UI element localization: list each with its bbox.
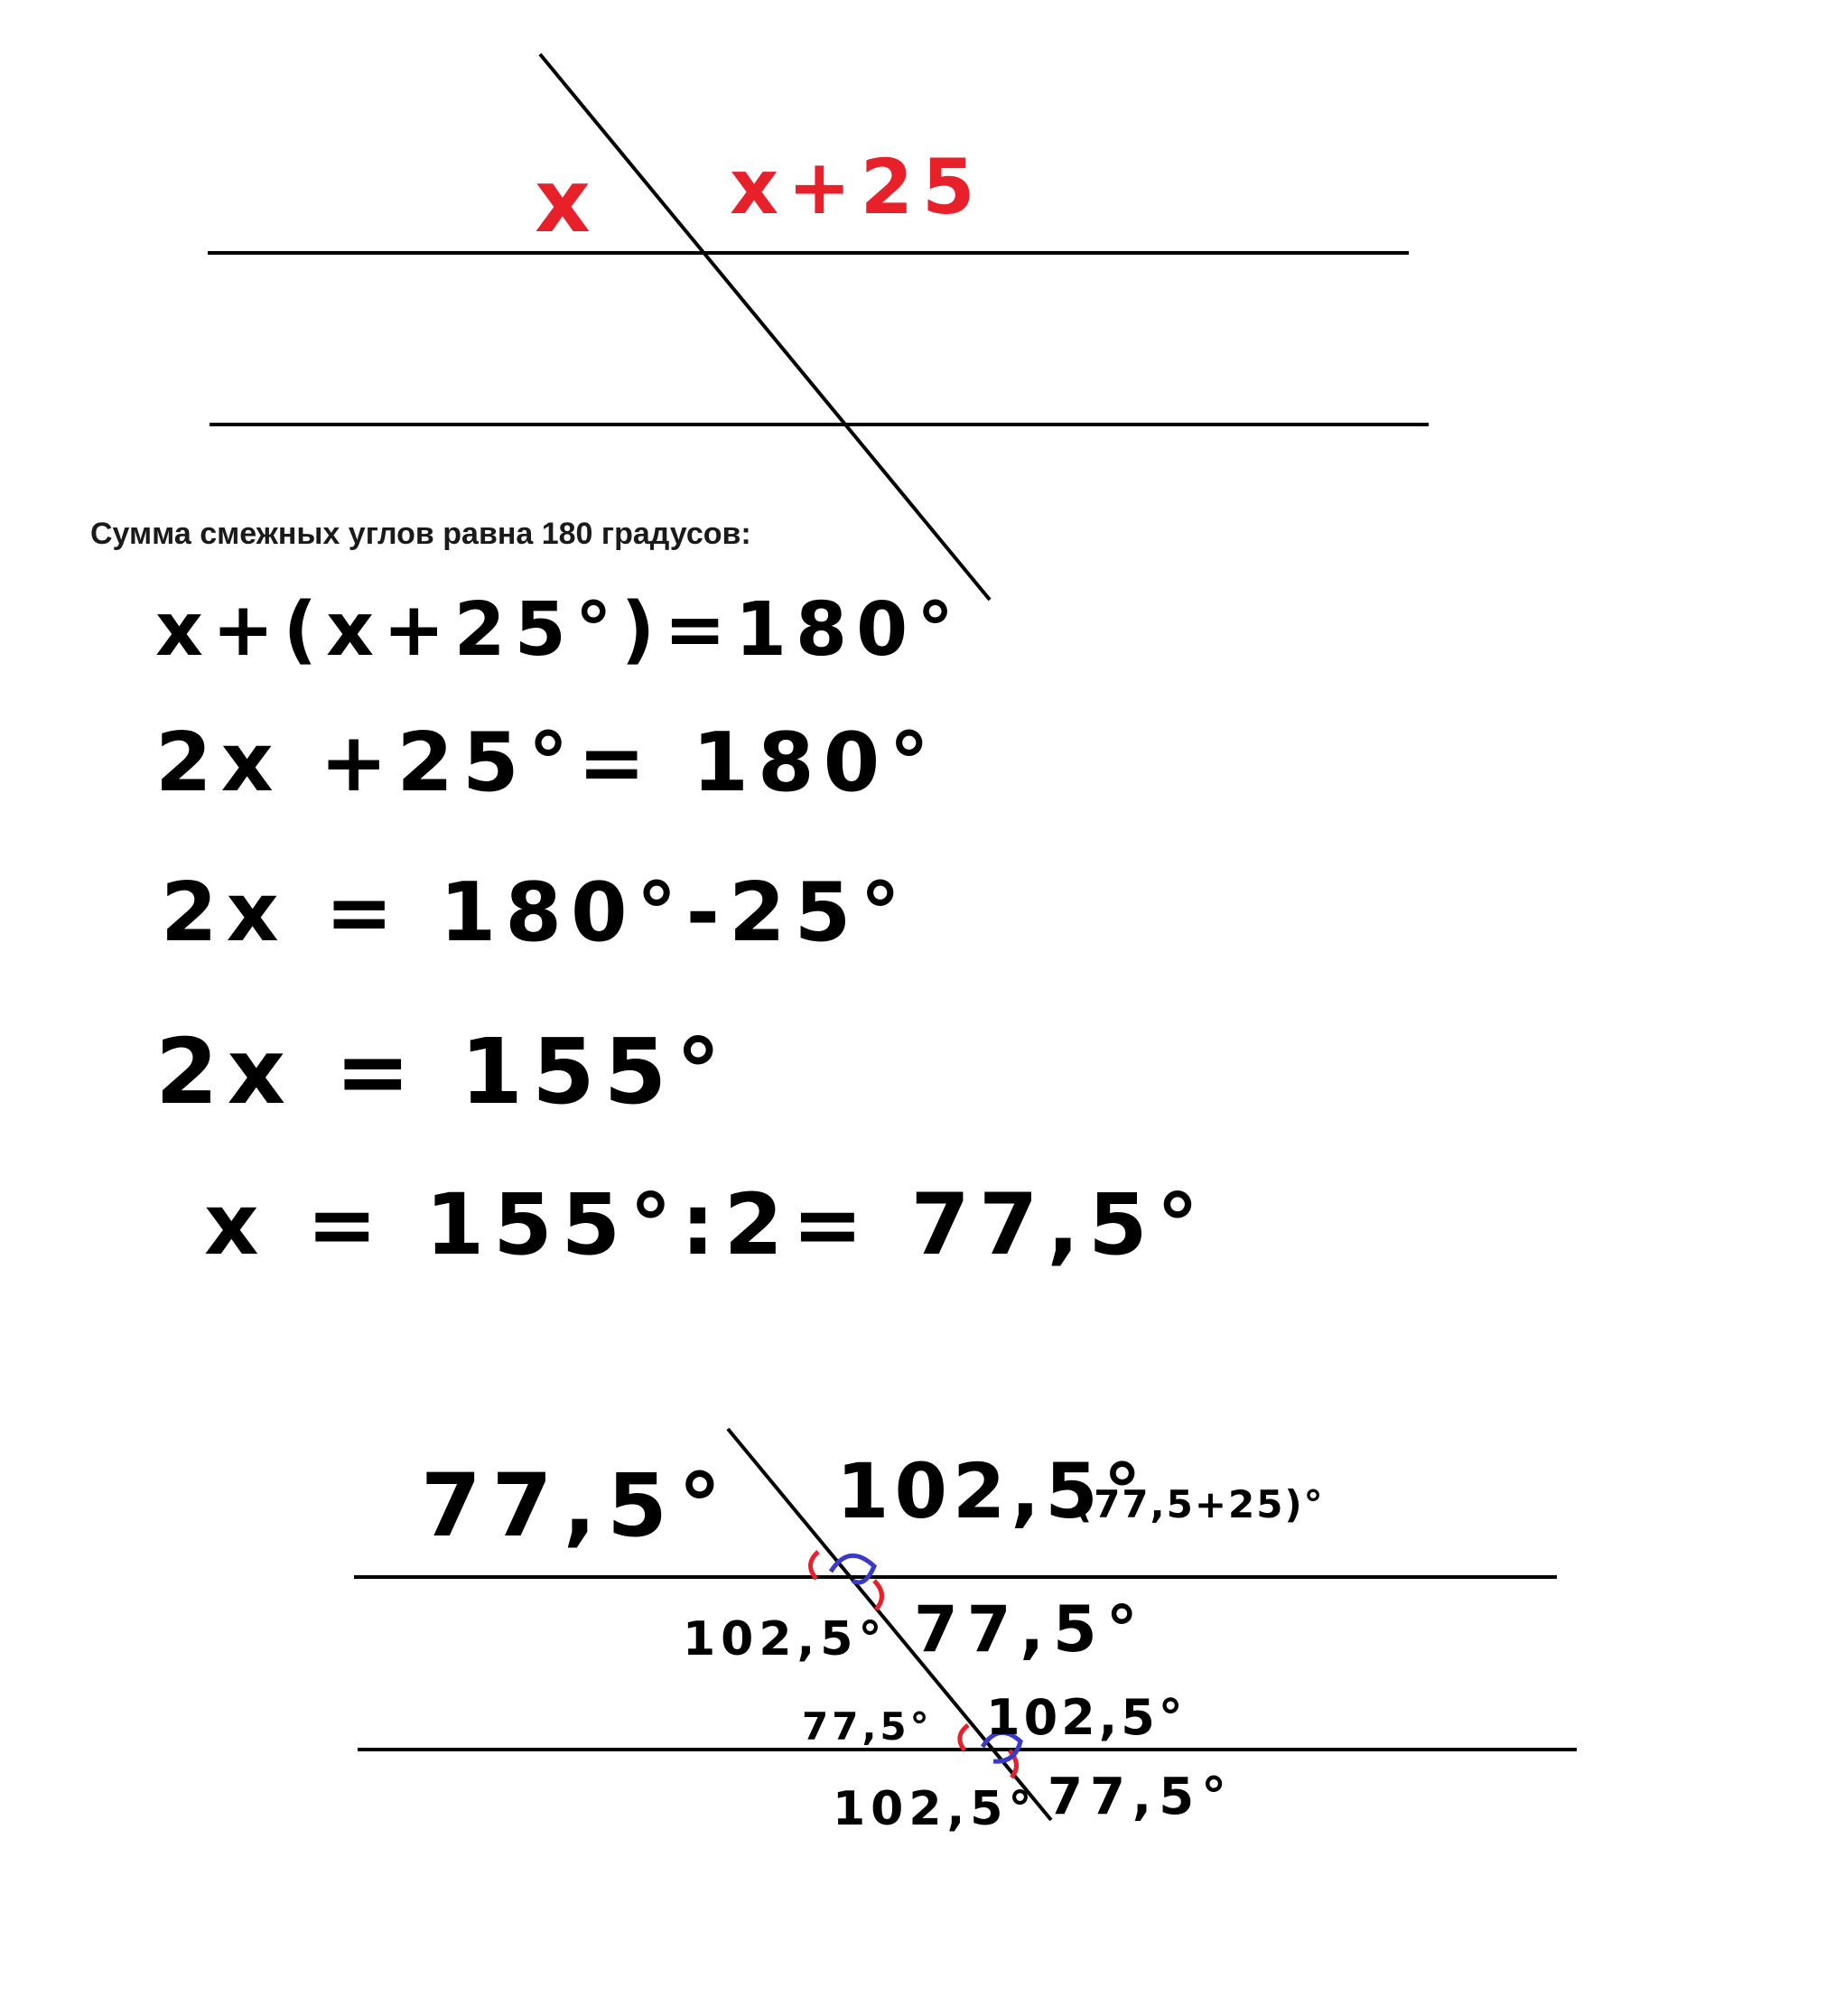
fig2-label-top-right-note: (77,5+25)° <box>1075 1482 1325 1526</box>
fig1-angle-label-x: x <box>535 151 591 252</box>
fig2-label-upper-below-right: 77,5° <box>914 1592 1147 1666</box>
fig2-label-top-right: 102,5° <box>836 1447 1147 1535</box>
fig2-label-lower-below-right: 77,5° <box>1048 1768 1234 1826</box>
equation-line-4: 2x = 155° <box>155 1019 731 1125</box>
figure-2 <box>354 1429 1577 1836</box>
fig2-label-lower-above-left: 77,5° <box>802 1704 933 1749</box>
fig1-angle-label-x-plus-25: x+25 <box>730 143 984 231</box>
equation-line-1: x+(x+25°)=180° <box>155 587 964 673</box>
equation-line-3: 2x = 180°-25° <box>161 865 910 960</box>
fig2-label-lower-above-right: 102,5° <box>986 1689 1187 1746</box>
equation-line-5: x = 155°:2= 77,5° <box>204 1176 1208 1274</box>
fig2-label-lower-below-left: 102,5° <box>833 1782 1038 1836</box>
fig2-label-top-left: 77,5° <box>421 1455 732 1556</box>
equation-line-2: 2x +25°= 180° <box>155 715 939 810</box>
fig2-label-upper-below-left: 102,5° <box>683 1612 888 1666</box>
adjacent-angles-caption: Сумма смежных углов равна 180 градусов: <box>90 517 751 551</box>
